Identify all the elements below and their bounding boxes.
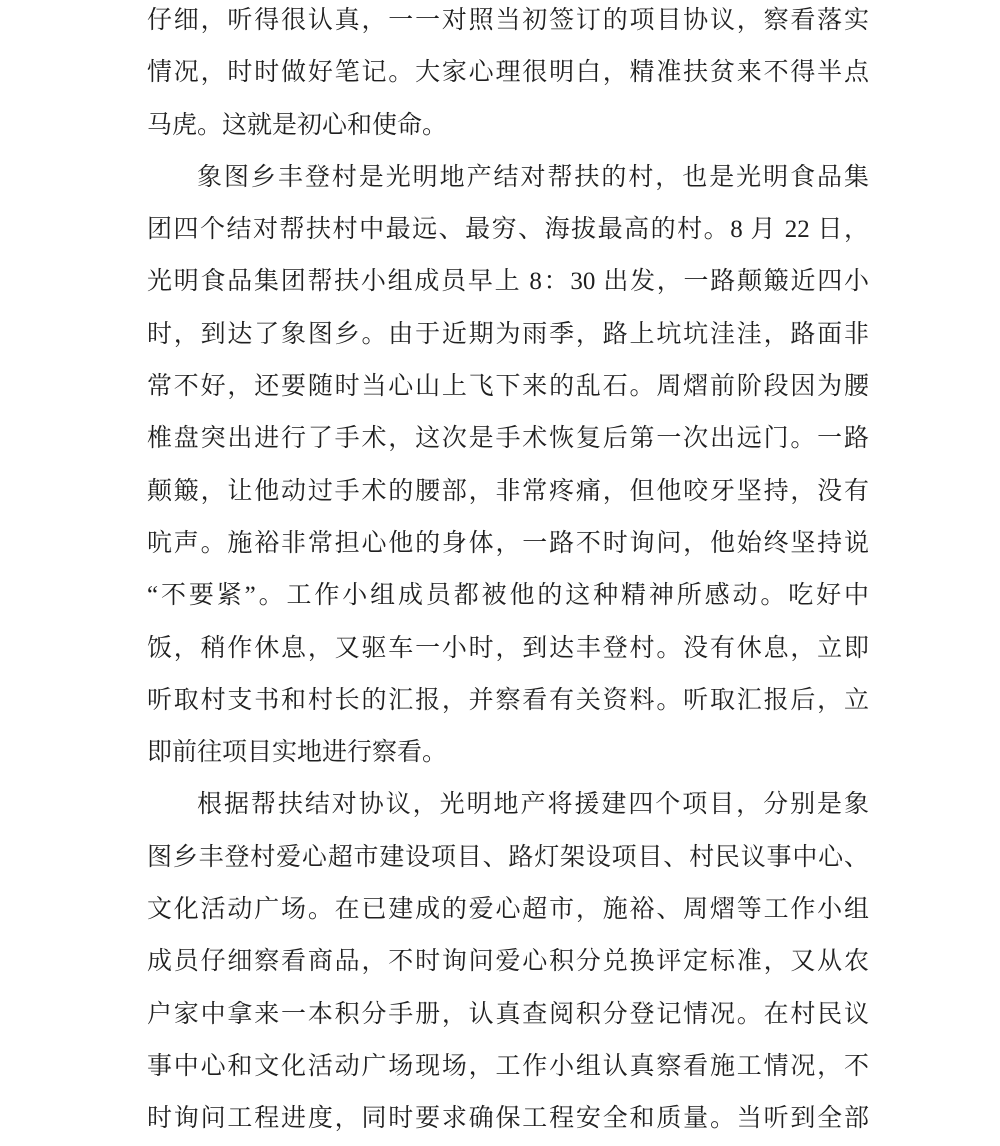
text-line: 马虎。这就是初心和使命。 — [147, 111, 448, 139]
text-line: 听取村支书和村长的汇报，并察看有关资料。听取汇报后，立 — [147, 686, 869, 714]
text-line: 图乡丰登村爱心超市建设项目、路灯架设项目、村民议事中心、 — [147, 843, 869, 871]
text-line: 吭声。施裕非常担心他的身体，一路不时询问，他始终坚持说 — [147, 529, 869, 557]
text-line: 户家中拿来一本积分手册，认真查阅积分登记情况。在村民议 — [147, 1000, 869, 1028]
text-line: 饭，稍作休息，又驱车一小时，到达丰登村。没有休息，立即 — [147, 634, 869, 662]
text-line: “不要紧”。工作小组成员都被他的这种精神所感动。吃好中 — [147, 582, 869, 610]
text-line: 文化活动广场。在已建成的爱心超市，施裕、周熠等工作小组 — [147, 896, 869, 924]
text-line: 根据帮扶结对协议，光明地产将援建四个项目，分别是象 — [197, 791, 869, 819]
text-line: 常不好，还要随时当心山上飞下来的乱石。周熠前阶段因为腰 — [147, 373, 869, 401]
text-line: 颠簸，让他动过手术的腰部，非常疼痛，但他咬牙坚持，没有 — [147, 477, 869, 505]
text-line: 光明食品集团帮扶小组成员早上 8：30 出发，一路颠簸近四小 — [147, 268, 869, 296]
text-line: 时询问工程进度，同时要求确保工程安全和质量。当听到全部 — [147, 1105, 869, 1133]
text-line: 事中心和文化活动广场现场，工作小组认真察看施工情况，不 — [147, 1052, 869, 1080]
text-line: 仔细，听得很认真，一一对照当初签订的项目协议，察看落实 — [147, 7, 869, 34]
text-line: 象图乡丰登村是光明地产结对帮扶的村，也是光明食品集 — [197, 163, 869, 191]
text-line: 团四个结对帮扶村中最远、最穷、海拔最高的村。8 月 22 日， — [147, 216, 869, 244]
document-text-block — [147, 0, 869, 1146]
text-line: 情况，时时做好笔记。大家心理很明白，精准扶贫来不得半点 — [147, 59, 869, 87]
text-line: 时，到达了象图乡。由于近期为雨季，路上坑坑洼洼，路面非 — [147, 320, 869, 348]
text-line: 即前往项目实地进行察看。 — [147, 739, 448, 767]
text-line: 椎盘突出进行了手术，这次是手术恢复后第一次出远门。一路 — [147, 425, 869, 453]
text-line: 成员仔细察看商品，不时询问爱心积分兑换评定标准，又从农 — [147, 948, 869, 976]
